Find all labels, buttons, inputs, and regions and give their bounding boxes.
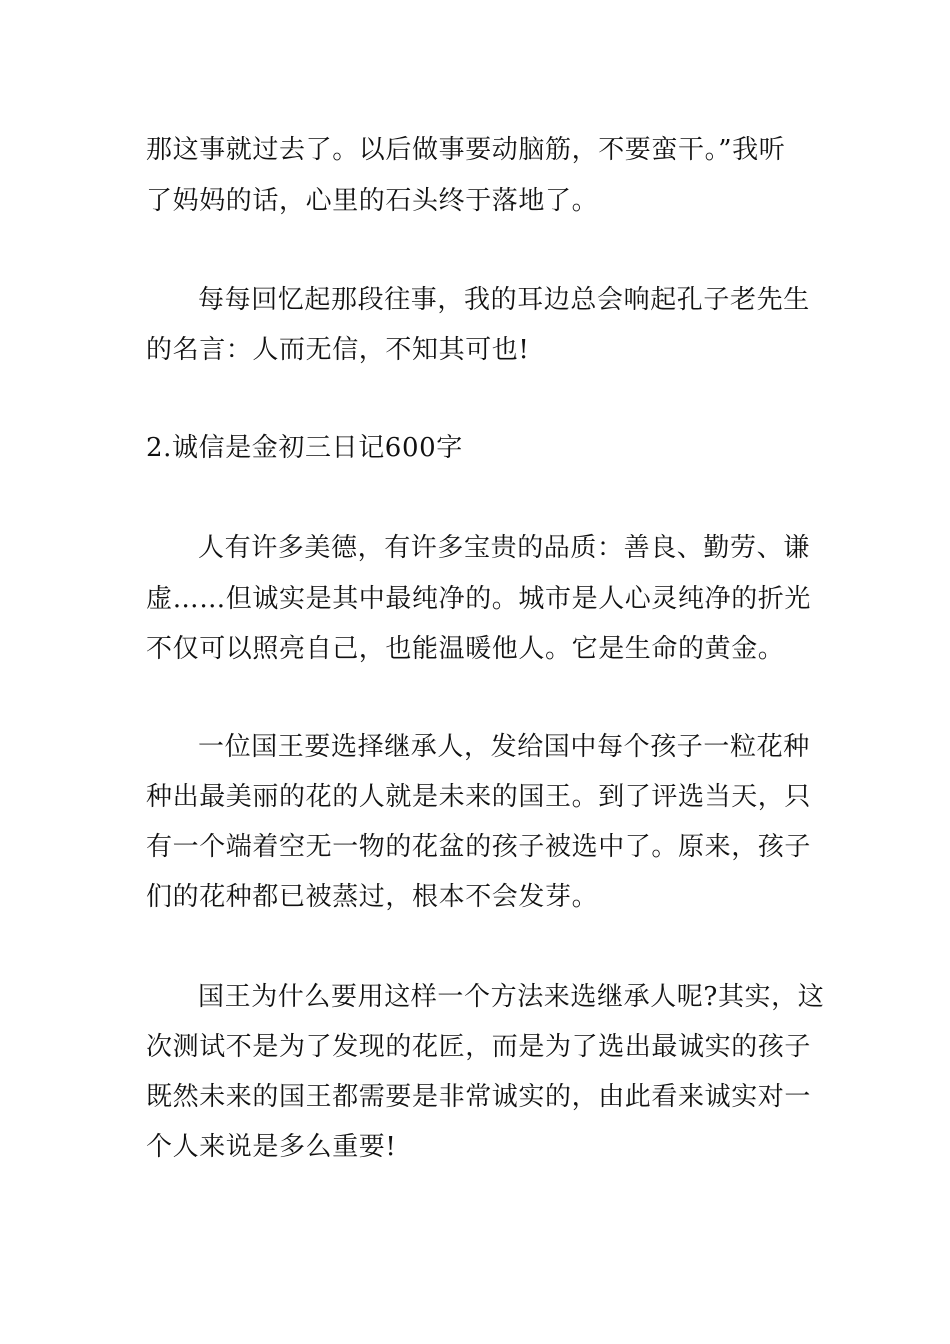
paragraph-5-line-4: 个人来说是多么重要! <box>146 1132 397 1162</box>
paragraph-3-line-1: 人有许多美德，有许多宝贵的品质：善良、勤劳、谦 <box>198 533 810 563</box>
section-heading: 2.诚信是金初三日记600字 <box>146 433 463 463</box>
paragraph-5-line-3: 既然未来的国王都需要是非常诚实的，由此看来诚实对一 <box>146 1082 812 1112</box>
paragraph-3-line-3: 不仅可以照亮自己，也能温暖他人。它是生命的黄金。 <box>146 634 785 664</box>
paragraph-1-line-1: 那这事就过去了。以后做事要动脑筋，不要蛮干。”我听 <box>146 135 786 165</box>
paragraph-4-line-1: 一位国王要选择继承人，发给国中每个孩子一粒花种 <box>198 732 810 762</box>
paragraph-2-line-1: 每每回忆起那段往事，我的耳边总会响起孔子老先生 <box>198 285 810 315</box>
paragraph-5-line-1: 国王为什么要用这样一个方法来选继承人呢?其实，这 <box>198 982 825 1012</box>
paragraph-4-line-3: 有一个端着空无一物的花盆的孩子被选中了。原来，孩子 <box>146 832 812 862</box>
paragraph-1-line-2: 了妈妈的话，心里的石头终于落地了。 <box>146 186 599 216</box>
paragraph-5-line-2: 次测试不是为了发现的花匠，而是为了选出最诚实的孩子 <box>146 1032 812 1062</box>
paragraph-4-line-4: 们的花种都已被蒸过，根本不会发芽。 <box>146 882 599 912</box>
paragraph-2-line-2: 的名言：人而无信，不知其可也! <box>146 335 530 365</box>
paragraph-4-line-2: 种出最美丽的花的人就是未来的国王。到了评选当天，只 <box>146 782 812 812</box>
paragraph-3-line-2: 虚……但诚实是其中最纯净的。城市是人心灵纯净的折光 <box>146 584 812 614</box>
